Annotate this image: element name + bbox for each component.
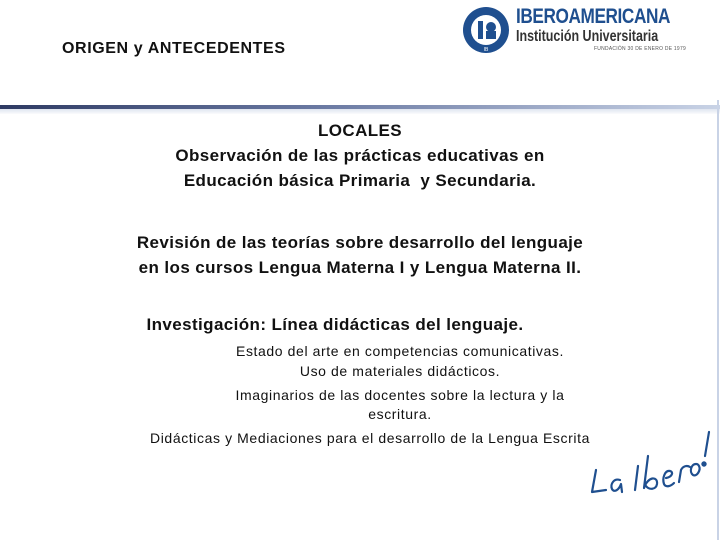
- revision-line-1: Revisión de las teorías sobre desarrollo del lenguaje: [136, 233, 584, 252]
- la-ibero-signature: [582, 418, 716, 502]
- logo-emblem-icon: [460, 4, 512, 56]
- revision-section: [40, 230, 680, 280]
- right-edge-line: [716, 100, 720, 540]
- logo-name: IBEROAMERICANA: [516, 5, 671, 28]
- investigacion-item: escritura.: [368, 406, 432, 422]
- investigacion-item: Imaginarios de las docentes sobre la lectura y la: [235, 387, 565, 403]
- investigacion-item: Estado del arte en competencias comunicativas.: [236, 343, 564, 359]
- logo-tagline: FUNDACIÓN 30 DE ENERO DE 1979: [594, 46, 687, 52]
- locales-title: LOCALES: [317, 121, 403, 140]
- slide-heading: ORIGEN y ANTECEDENTES: [62, 40, 286, 57]
- locales-line-1: Observación de las prácticas educativas en: [175, 146, 545, 165]
- header-divider-band: [0, 100, 720, 114]
- locales-section: [40, 118, 680, 193]
- locales-line-2: Educación básica Primaria y Secundaria.: [183, 171, 537, 190]
- investigacion-item: Didácticas y Mediaciones para el desarrollo de la Lengua Escrita: [150, 430, 590, 446]
- logo-subtitle: Institución Universitaria: [516, 28, 659, 45]
- svg-text:IB: IB: [483, 47, 489, 53]
- iberoamericana-logo: [460, 4, 700, 56]
- investigacion-item: Uso de materiales didácticos.: [299, 363, 501, 379]
- investigacion-title: Investigación: Línea didácticas del lenguaje.: [146, 315, 524, 334]
- revision-line-2: en los cursos Lengua Materna I y Lengua Materna II.: [138, 258, 582, 277]
